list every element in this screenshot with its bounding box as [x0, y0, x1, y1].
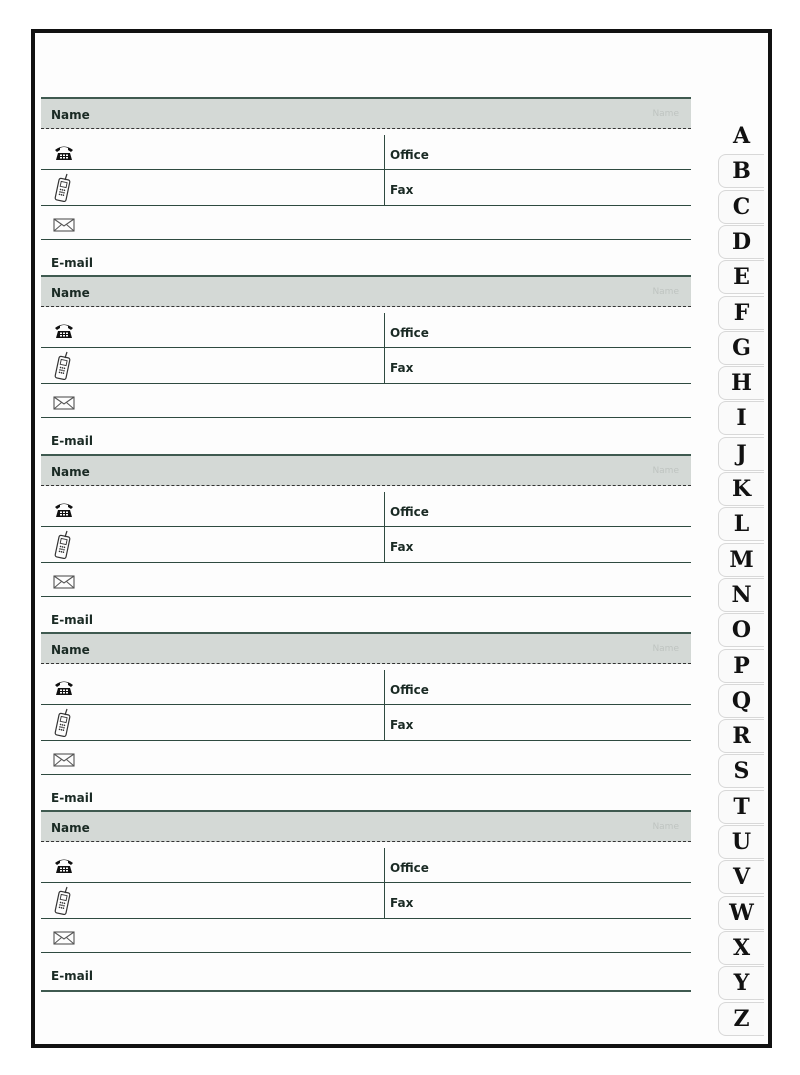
- index-tab-d[interactable]: D: [718, 225, 764, 259]
- index-tab-b[interactable]: B: [718, 154, 764, 188]
- index-tab-q[interactable]: Q: [718, 684, 764, 718]
- name-bar[interactable]: [41, 632, 691, 664]
- name-ghost-text: Name: [652, 644, 679, 654]
- fax-label: Fax: [390, 896, 414, 910]
- name-label: Name: [51, 643, 90, 657]
- name-ghost-text: Name: [652, 287, 679, 297]
- envelope-icon: [53, 217, 75, 237]
- dashed-divider: [41, 128, 691, 129]
- address-book-page: [31, 29, 772, 1048]
- index-tab-h[interactable]: H: [718, 366, 764, 400]
- mobile-rule[interactable]: [41, 740, 691, 741]
- name-ghost-text: Name: [652, 466, 679, 476]
- phone-rule[interactable]: [41, 882, 691, 883]
- index-tab-o[interactable]: O: [718, 613, 764, 647]
- dashed-divider: [41, 663, 691, 664]
- index-tab-y[interactable]: Y: [718, 966, 764, 1000]
- office-label: Office: [390, 326, 429, 340]
- email-rule[interactable]: [41, 774, 691, 775]
- name-bar[interactable]: [41, 275, 691, 307]
- index-tab-v[interactable]: V: [718, 860, 764, 894]
- mobile-phone-icon: [53, 708, 73, 742]
- dashed-divider: [41, 306, 691, 307]
- name-bar[interactable]: [41, 97, 691, 129]
- column-divider: [384, 492, 385, 562]
- email-label: E-mail: [51, 791, 94, 805]
- index-tab-m[interactable]: M: [718, 543, 764, 577]
- office-label: Office: [390, 148, 429, 162]
- index-tab-e[interactable]: E: [718, 260, 764, 294]
- bottom-rule: [41, 990, 691, 992]
- dashed-divider: [41, 485, 691, 486]
- email-rule[interactable]: [41, 952, 691, 953]
- email-rule[interactable]: [41, 239, 691, 240]
- telephone-icon: [53, 678, 75, 700]
- contact-entry: [41, 632, 691, 810]
- page-content: [35, 33, 768, 1044]
- index-tab-l[interactable]: L: [718, 507, 764, 541]
- name-label: Name: [51, 286, 90, 300]
- envelope-icon: [53, 752, 75, 772]
- mobile-rule[interactable]: [41, 562, 691, 563]
- index-tab-g[interactable]: G: [718, 331, 764, 365]
- column-divider: [384, 670, 385, 740]
- index-tab-f[interactable]: F: [718, 296, 764, 330]
- fax-label: Fax: [390, 361, 414, 375]
- mobile-phone-icon: [53, 173, 73, 207]
- name-label: Name: [51, 821, 90, 835]
- phone-rule[interactable]: [41, 526, 691, 527]
- index-tab-z[interactable]: Z: [718, 1002, 764, 1036]
- index-tab-w[interactable]: W: [718, 896, 764, 930]
- phone-rule[interactable]: [41, 347, 691, 348]
- index-tab-u[interactable]: U: [718, 825, 764, 859]
- name-ghost-text: Name: [652, 822, 679, 832]
- dashed-divider: [41, 841, 691, 842]
- telephone-icon: [53, 500, 75, 522]
- fax-label: Fax: [390, 540, 414, 554]
- phone-rule[interactable]: [41, 169, 691, 170]
- fax-label: Fax: [390, 183, 414, 197]
- office-label: Office: [390, 683, 429, 697]
- contact-entry: [41, 275, 691, 453]
- index-tab-i[interactable]: I: [718, 401, 764, 435]
- index-tab-t[interactable]: T: [718, 790, 764, 824]
- name-bar[interactable]: [41, 454, 691, 486]
- contact-entry: [41, 454, 691, 632]
- envelope-icon: [53, 574, 75, 594]
- column-divider: [384, 848, 385, 918]
- mobile-phone-icon: [53, 530, 73, 564]
- mobile-phone-icon: [53, 886, 73, 920]
- envelope-icon: [53, 930, 75, 950]
- envelope-icon: [53, 395, 75, 415]
- contact-entry: [41, 810, 691, 988]
- mobile-rule[interactable]: [41, 205, 691, 206]
- telephone-icon: [53, 143, 75, 165]
- name-label: Name: [51, 465, 90, 479]
- email-label: E-mail: [51, 613, 94, 627]
- office-label: Office: [390, 505, 429, 519]
- name-label: Name: [51, 108, 90, 122]
- telephone-icon: [53, 856, 75, 878]
- mobile-rule[interactable]: [41, 383, 691, 384]
- email-rule[interactable]: [41, 417, 691, 418]
- index-tab-s[interactable]: S: [718, 754, 764, 788]
- phone-rule[interactable]: [41, 704, 691, 705]
- name-bar[interactable]: [41, 810, 691, 842]
- telephone-icon: [53, 321, 75, 343]
- index-tab-x[interactable]: X: [718, 931, 764, 965]
- index-tab-c[interactable]: C: [718, 190, 764, 224]
- email-label: E-mail: [51, 256, 94, 270]
- email-rule[interactable]: [41, 596, 691, 597]
- name-ghost-text: Name: [652, 109, 679, 119]
- column-divider: [384, 313, 385, 383]
- index-tab-r[interactable]: R: [718, 719, 764, 753]
- contact-entry: [41, 97, 691, 275]
- index-tab-p[interactable]: P: [718, 649, 764, 683]
- email-label: E-mail: [51, 434, 94, 448]
- column-divider: [384, 135, 385, 205]
- index-tab-n[interactable]: N: [718, 578, 764, 612]
- index-tab-a[interactable]: A: [732, 123, 751, 149]
- index-tab-k[interactable]: K: [718, 472, 764, 506]
- mobile-rule[interactable]: [41, 918, 691, 919]
- email-label: E-mail: [51, 969, 94, 983]
- fax-label: Fax: [390, 718, 414, 732]
- mobile-phone-icon: [53, 351, 73, 385]
- office-label: Office: [390, 861, 429, 875]
- index-tab-j[interactable]: J: [718, 437, 764, 471]
